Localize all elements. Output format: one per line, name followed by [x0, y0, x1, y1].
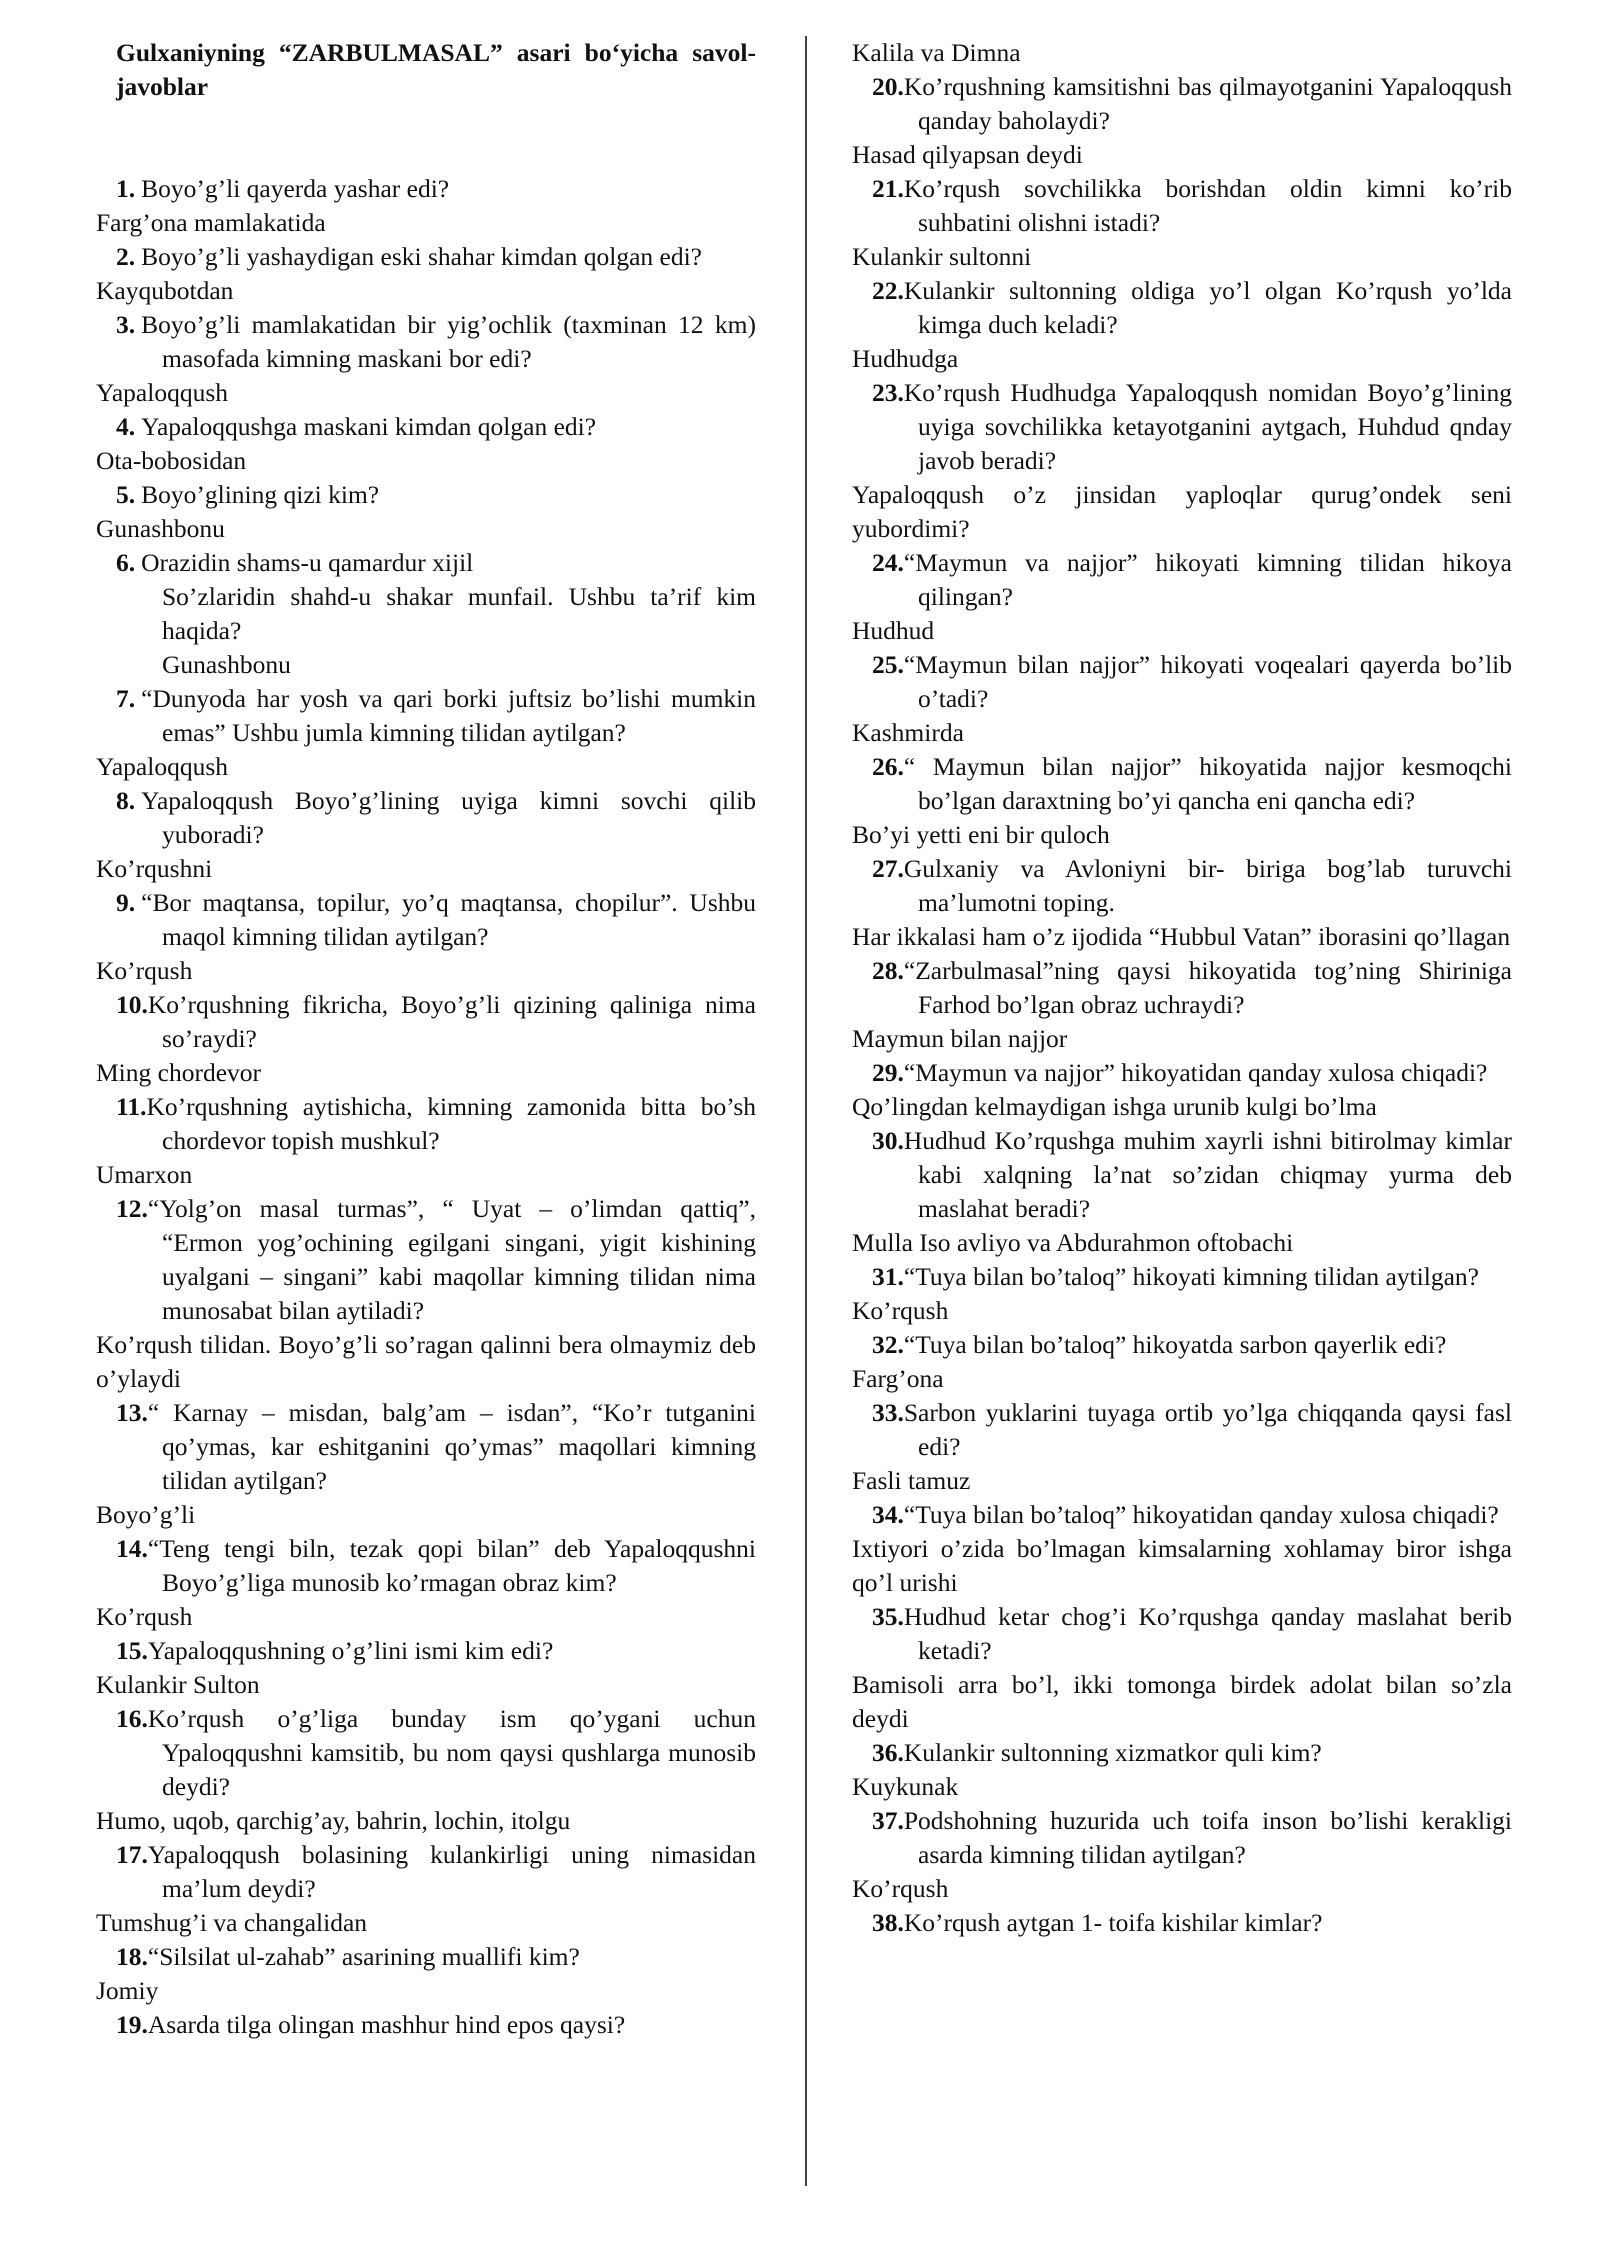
- question-text: “Dunyoda har yosh va qari borki juftsiz bo’lishi mumkin emas” Ushbu jumla kimning tilidan aytilgan?: [141, 684, 756, 747]
- question: [96, 2008, 756, 2042]
- question-number: 15.: [116, 1636, 148, 1665]
- question-text: Ko’rqush Hudhudga Yapaloqqush nomidan Boyo’g’lining uyiga sovchilikka ketayotganini aytgach, Huhdud qnday javob beradi?: [903, 378, 1512, 475]
- answer: Hudhudga: [852, 344, 959, 373]
- question-text: Sarbon yuklarini tuyaga ortib yo’lga chiqqanda qaysi fasl edi?: [903, 1398, 1512, 1461]
- answer: Farg’ona mamlakatida: [96, 208, 326, 237]
- question-text: Ko’rqush o’g’liga bunday ism qo’ygani uchun Ypaloqqushni kamsitib, bu nom qaysi qushlarga munosib deydi?: [147, 1704, 756, 1801]
- question: [96, 988, 756, 1056]
- question: [852, 1056, 1512, 1090]
- answer: Ixtiyori o’zida bo’lmagan kimsalarning xohlamay biror ishga qo’l urishi: [852, 1534, 1512, 1597]
- question: [852, 750, 1512, 818]
- question-number: 24.: [872, 548, 904, 577]
- question-text: Hudhud ketar chog’i Ko’rqushga qanday maslahat berib ketadi?: [903, 1602, 1512, 1665]
- question: [96, 1634, 756, 1668]
- question: [852, 1260, 1512, 1294]
- answer: Bo’yi yetti eni bir quloch: [852, 820, 1110, 849]
- answer: Yapaloqqush: [96, 378, 229, 407]
- question-number: 38.: [872, 1908, 904, 1937]
- question-number: 9.: [116, 888, 136, 917]
- question-number: 17.: [116, 1840, 148, 1869]
- answer: Yapaloqqush o’z jinsidan yaploqlar qurug’ondek seni yubordimi?: [852, 480, 1512, 543]
- question-number: 11.: [116, 1092, 147, 1121]
- question-text: Ko’rqush sovchilikka borishdan oldin kimni ko’rib suhbatini olishni istadi?: [903, 174, 1512, 237]
- question-number: 30.: [872, 1126, 904, 1155]
- question-number: 26.: [872, 752, 904, 781]
- question-text: “Tuya bilan bo’taloq” hikoyatidan qanday xulosa chiqadi?: [903, 1500, 1499, 1529]
- question-text: Ko’rqushning kamsitishni bas qilmayotganini Yapaloqqush qanday baholaydi?: [903, 72, 1512, 135]
- question-text-continued: So’zlaridin shahd-u shakar munfail. Ushbu ta’rif kim haqida?: [162, 582, 756, 645]
- question-text: Kulankir sultonning xizmatkor quli kim?: [903, 1738, 1322, 1767]
- question: [852, 954, 1512, 1022]
- question: [852, 1600, 1512, 1668]
- question-text: Yapaloqqush Boyo’g’lining uyiga kimni sovchi qilib yuboradi?: [141, 786, 756, 849]
- question-number: 29.: [872, 1058, 904, 1087]
- question: [96, 410, 756, 444]
- answer: Maymun bilan najjor: [852, 1024, 1068, 1053]
- question-text: “Tuya bilan bo’taloq” hikoyati kimning tilidan aytilgan?: [903, 1262, 1479, 1291]
- question-number: 20.: [872, 72, 904, 101]
- answer: Boyo’g’li: [96, 1500, 196, 1529]
- question: [852, 376, 1512, 478]
- question-text: Boyo’g’li qayerda yashar edi?: [141, 174, 450, 203]
- question-number: 6.: [116, 548, 136, 577]
- question-text: “Yolg’on masal turmas”, “ Uyat – o’limdan qattiq”, “Ermon yog’ochining egilgani singani, yigit kishining uyalgani – singani” kabi maqollar kimning tilidan nima munosabat bilan aytiladi?: [147, 1194, 756, 1325]
- question-text: “Teng tengi biln, tezak qopi bilan” deb Yapaloqqushni Boyo’g’liga munosib ko’rmagan obraz kim?: [147, 1534, 756, 1597]
- question-number: 21.: [872, 174, 904, 203]
- question: [96, 1396, 756, 1498]
- question: [96, 546, 756, 580]
- question-text: Orazidin shams-u qamardur xijil: [141, 548, 474, 577]
- question-number: 4.: [116, 412, 136, 441]
- question: [852, 274, 1512, 342]
- question: [96, 1532, 756, 1600]
- answer: Tumshug’i va changalidan: [96, 1908, 368, 1937]
- answer: Jomiy: [96, 1976, 159, 2005]
- answer: Ko’rqush: [852, 1874, 949, 1903]
- question-number: 23.: [872, 378, 904, 407]
- question: [96, 784, 756, 852]
- question-text: “Silsilat ul-zahab” asarining muallifi kim?: [147, 1942, 580, 1971]
- question-number: 37.: [872, 1806, 904, 1835]
- question-number: 25.: [872, 650, 904, 679]
- left-column: [96, 36, 756, 2042]
- question-text: Yapaloqqushga maskani kimdan qolgan edi?: [141, 412, 597, 441]
- answer: Humo, uqob, qarchig’ay, bahrin, lochin, itolgu: [96, 1806, 571, 1835]
- answer: Gunashbonu: [162, 650, 291, 679]
- question: [96, 886, 756, 954]
- answer: Ko’rqush: [852, 1296, 949, 1325]
- question: [852, 852, 1512, 920]
- question-text: “ Karnay – misdan, balg’am – isdan”, “Ko’r tutganini qo’ymas, kar eshitganini qo’ymas” maqollari kimning tilidan aytilgan?: [147, 1398, 756, 1495]
- question: [852, 1498, 1512, 1532]
- question-text: Ko’rqushning aytishicha, kimning zamonida bitta bo’sh chordevor topish mushkul?: [146, 1092, 756, 1155]
- question-number: 12.: [116, 1194, 148, 1223]
- question-text: “Maymun va najjor” hikoyatidan qanday xulosa chiqadi?: [903, 1058, 1488, 1087]
- question-number: 19.: [116, 2010, 148, 2039]
- question-number: 36.: [872, 1738, 904, 1767]
- right-column: [852, 36, 1512, 1940]
- question-number: 35.: [872, 1602, 904, 1631]
- answer: Ko’rqush: [96, 956, 193, 985]
- question-number: 8.: [116, 786, 136, 815]
- question: [96, 1702, 756, 1804]
- answer: Kalila va Dimna: [852, 38, 1021, 67]
- question: [852, 1736, 1512, 1770]
- question-text: Kulankir sultonning oldiga yo’l olgan Ko’rqush yo’lda kimga duch keladi?: [903, 276, 1512, 339]
- question-text: Hudhud Ko’rqushga muhim xayrli ishni bitirolmay kimlar kabi xalqning la’nat so’zidan chiqmay yurma deb maslahat beradi?: [903, 1126, 1512, 1223]
- answer: Gunashbonu: [96, 514, 225, 543]
- question-number: 27.: [872, 854, 904, 883]
- question-number: 1.: [116, 174, 136, 203]
- answer: Kuykunak: [852, 1772, 959, 1801]
- answer: Bamisoli arra bo’l, ikki tomonga birdek adolat bilan so’zla deydi: [852, 1670, 1512, 1733]
- answer: Kulankir sultonni: [852, 242, 1032, 271]
- answer: Mulla Iso avliyo va Abdurahmon oftobachi: [852, 1228, 1294, 1257]
- question-text: “Maymun va najjor” hikoyati kimning tilidan hikoya qilingan?: [903, 548, 1512, 611]
- question: [96, 682, 756, 750]
- question: [852, 546, 1512, 614]
- question-number: 7.: [116, 684, 136, 713]
- answer: Har ikkalasi ham o’z ijodida “Hubbul Vatan” iborasini qo’llagan: [852, 922, 1511, 951]
- question-number: 18.: [116, 1942, 148, 1971]
- question-number: 5.: [116, 480, 136, 509]
- answer: Yapaloqqush: [96, 752, 229, 781]
- question-text: “Bor maqtansa, topilur, yo’q maqtansa, chopilur”. Ushbu maqol kimning tilidan aytilgan?: [141, 888, 756, 951]
- answer: Farg’ona: [852, 1364, 944, 1393]
- question: [96, 478, 756, 512]
- question: [96, 308, 756, 376]
- question: [852, 1804, 1512, 1872]
- question: [96, 1090, 756, 1158]
- question-text: Asarda tilga olingan mashhur hind epos qaysi?: [147, 2010, 626, 2039]
- question-number: 13.: [116, 1398, 148, 1427]
- answer: Ota-bobosidan: [96, 446, 247, 475]
- document-title: Gulxaniyning “ZARBULMASAL” asari bo‘yicha savol-javoblar: [116, 38, 756, 101]
- question-number: 28.: [872, 956, 904, 985]
- question-text: Gulxaniy va Avloniyni bir- biriga bog’lab turuvchi ma’lumotni toping.: [903, 854, 1512, 917]
- question-text: “Tuya bilan bo’taloq” hikoyatda sarbon qayerlik edi?: [903, 1330, 1447, 1359]
- question-text: Podshohning huzurida uch toifa inson bo’lishi kerakligi asarda kimning tilidan aytilgan?: [903, 1806, 1512, 1869]
- answer: Hudhud: [852, 616, 935, 645]
- question: [852, 1906, 1512, 1940]
- question-text: Boyo’g’li yashaydigan eski shahar kimdan qolgan edi?: [141, 242, 702, 271]
- question: [96, 172, 756, 206]
- question-text: Yapaloqqush bolasining kulankirligi uning nimasidan ma’lum deydi?: [147, 1840, 756, 1903]
- right-qa-list: [852, 36, 1512, 1940]
- question-number: 14.: [116, 1534, 148, 1563]
- column-divider: [805, 36, 807, 2186]
- question: [852, 1328, 1512, 1362]
- question-text: Ko’rqush aytgan 1- toifa kishilar kimlar?: [903, 1908, 1323, 1937]
- answer: Fasli tamuz: [852, 1466, 971, 1495]
- question-number: 34.: [872, 1500, 904, 1529]
- question-text: Yapaloqqushning o’g’lini ismi kim edi?: [147, 1636, 554, 1665]
- question-number: 32.: [872, 1330, 904, 1359]
- question-number: 3.: [116, 310, 136, 339]
- question-number: 31.: [872, 1262, 904, 1291]
- answer: Qo’lingdan kelmaydigan ishga urunib kulgi bo’lma: [852, 1092, 1377, 1121]
- question: [852, 648, 1512, 716]
- question-number: 2.: [116, 242, 136, 271]
- question: [852, 1124, 1512, 1226]
- question-text: “Zarbulmasal”ning qaysi hikoyatida tog’ning Shiriniga Farhod bo’lgan obraz uchraydi?: [903, 956, 1512, 1019]
- question-number: 22.: [872, 276, 904, 305]
- question: [852, 70, 1512, 138]
- question: [852, 172, 1512, 240]
- answer: Kayqubotdan: [96, 276, 234, 305]
- answer: Kashmirda: [852, 718, 964, 747]
- answer: Ko’rqush tilidan. Boyo’g’li so’ragan qalinni bera olmaymiz deb o’ylaydi: [96, 1330, 756, 1393]
- question-text: Boyo’g’li mamlakatidan bir yig’ochlik (taxminan 12 km) masofada kimning maskani bor edi?: [141, 310, 756, 373]
- question-number: 33.: [872, 1398, 904, 1427]
- question-number: 10.: [116, 990, 148, 1019]
- answer: Ming chordevor: [96, 1058, 262, 1087]
- question: [96, 1838, 756, 1906]
- question-text: “ Maymun bilan najjor” hikoyatida najjor kesmoqchi bo’lgan daraxtning bo’yi qancha eni qancha edi?: [903, 752, 1512, 815]
- question: [852, 1396, 1512, 1464]
- question-number: 16.: [116, 1704, 148, 1733]
- answer: Hasad qilyapsan deydi: [852, 140, 1083, 169]
- answer: Ko’rqushni: [96, 854, 213, 883]
- question: [96, 1192, 756, 1328]
- question-text: “Maymun bilan najjor” hikoyati voqealari qayerda bo’lib o’tadi?: [903, 650, 1512, 713]
- left-qa-list: [96, 172, 756, 2042]
- question: [96, 240, 756, 274]
- answer: Umarxon: [96, 1160, 193, 1189]
- answer: Ko’rqush: [96, 1602, 193, 1631]
- question: [96, 1940, 756, 1974]
- question-text: Ko’rqushning fikricha, Boyo’g’li qizining qaliniga nima so’raydi?: [147, 990, 756, 1053]
- question-text: Boyo’glining qizi kim?: [141, 480, 380, 509]
- answer: Kulankir Sulton: [96, 1670, 260, 1699]
